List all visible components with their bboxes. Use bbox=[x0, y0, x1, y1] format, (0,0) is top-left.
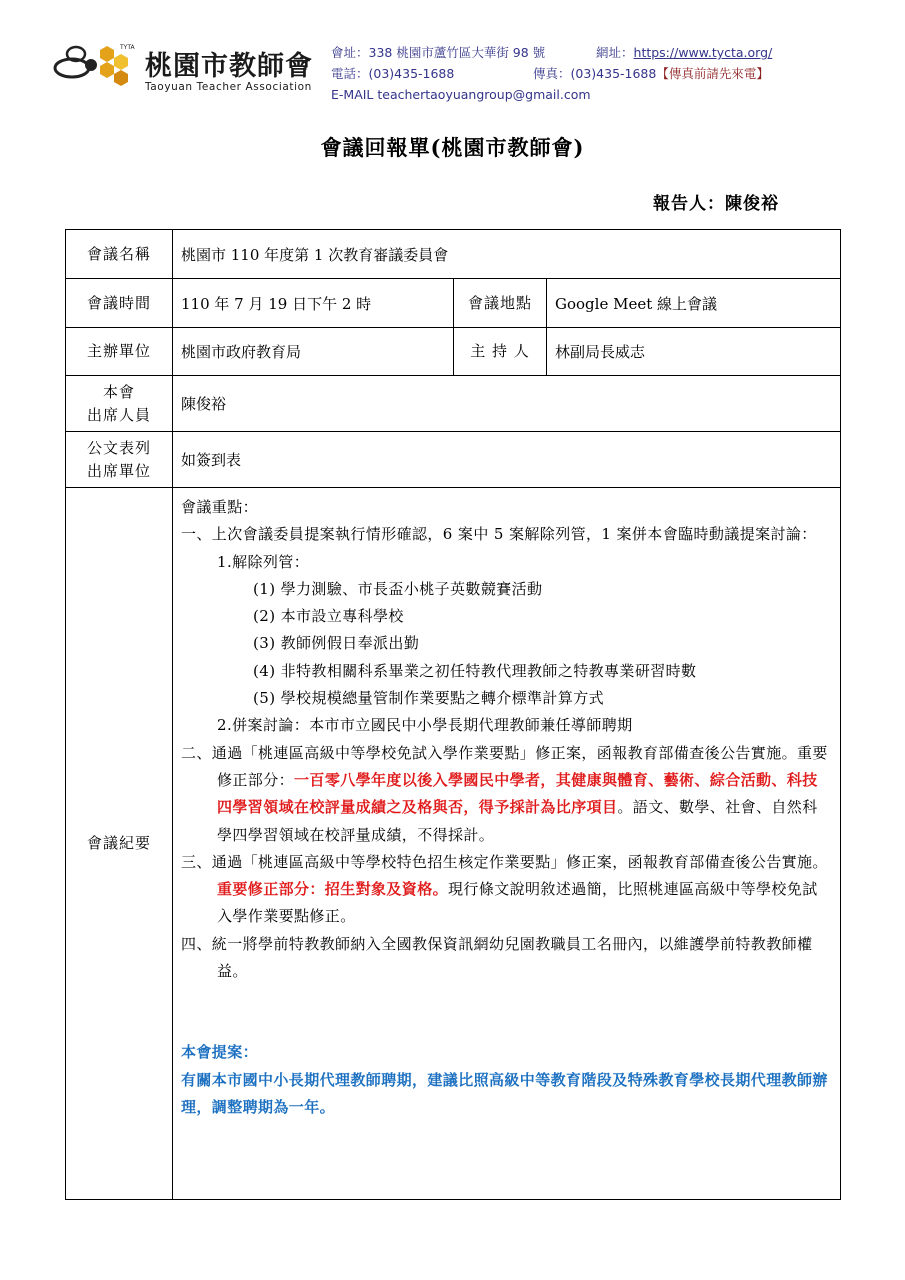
minutes-item-1-sub-1: 1.解除列管： bbox=[217, 552, 310, 571]
attendee-value: 陳俊裕 bbox=[173, 376, 841, 432]
minutes-list-item: (2) 本市設立專科學校 bbox=[253, 607, 404, 626]
proposal-heading: 本會提案： bbox=[181, 1043, 259, 1062]
minutes-body bbox=[173, 488, 841, 1200]
units-label-line2: 出席單位 bbox=[86, 461, 151, 480]
meeting-time-label: 會議時間 bbox=[66, 279, 173, 328]
attendee-label-line2: 出席人員 bbox=[86, 405, 151, 424]
minutes-list-item: (1) 學力測驗、市長盃小桃子英數競賽活動 bbox=[253, 579, 543, 598]
item-3-text-b: 現行條文說明敘述過簡，比照桃連區高級中等學校免試入學作業要點修正。 bbox=[217, 880, 818, 926]
minutes-heading: 會議重點： bbox=[181, 498, 259, 516]
address: 會址：338 桃園市蘆竹區大華街 98 號 bbox=[331, 45, 546, 60]
row-organizer bbox=[66, 328, 841, 376]
meeting-name-label: 會議名稱 bbox=[66, 230, 173, 279]
fax: 傳真：(03)435-1688 bbox=[533, 66, 657, 81]
attendee-label bbox=[66, 376, 173, 432]
website-link[interactable]: https://www.tycta.org/ bbox=[633, 45, 773, 60]
fax-note: 【傳真前請先來電】 bbox=[656, 66, 769, 81]
row-attendee bbox=[66, 376, 841, 432]
contact-block bbox=[331, 42, 773, 105]
meeting-name-value: 桃園市 110 年度第 1 次教育審議委員會 bbox=[173, 230, 841, 279]
email: E-MAIL teachertaoyuangroup@gmail.com bbox=[331, 87, 591, 102]
row-minutes bbox=[66, 488, 841, 1200]
letterhead bbox=[50, 36, 850, 112]
minutes-item-2 bbox=[181, 740, 832, 849]
item-2-emphasis: 一百零八學年度以後入學國民中學者，其健康與體育、藝術、綜合活動、科技四學習領域在校評量成績之及格與否，得予採計為比序項目 bbox=[217, 770, 818, 817]
minutes-item-3 bbox=[181, 849, 832, 931]
host-value: 林副局長威志 bbox=[547, 328, 841, 376]
minutes-item-4: 四、統一將學前特教教師納入全國教保資訊網幼兒園教職員工名冊內，以維護學前特教教師權益。 bbox=[181, 934, 813, 981]
attendee-label-line1: 本會 bbox=[102, 382, 135, 401]
row-meeting-time bbox=[66, 279, 841, 328]
website-label: 網址： bbox=[596, 45, 634, 60]
website-line bbox=[596, 42, 772, 63]
item-3-text-a: 三、通過「桃連區高級中等學校特色招生核定作業要點」修正案，函報教育部備查後公告實施。 bbox=[181, 852, 828, 871]
proposal-text: 有關本市國中小長期代理教師聘期，建議比照高級中等教育階段及特殊教育學校長期代理教師辦理，調整聘期為一年。 bbox=[181, 1070, 828, 1116]
item-2-text-b: 。語文、數學、社會、自然科學四學習領域在校評量成績，不得採計。 bbox=[217, 798, 818, 844]
meeting-place-label: 會議地點 bbox=[454, 279, 547, 328]
reporter: 報告人：陳俊裕 bbox=[653, 194, 779, 214]
minutes-item-1: 一、上次會議委員提案執行情形確認，6 案中 5 案解除列管，1 案併本會臨時動議提案討論： bbox=[181, 525, 817, 544]
minutes-list-item: (3) 教師例假日奉派出勤 bbox=[253, 634, 420, 653]
org-name-en: Taoyuan Teacher Association bbox=[145, 81, 312, 93]
org-name-zh: 桃園市教師會 bbox=[145, 51, 313, 82]
minutes-label: 會議紀要 bbox=[66, 488, 173, 1200]
minutes-item-1-sub-2: 2.併案討論：本市市立國民中小學長期代理教師兼任導師聘期 bbox=[217, 716, 633, 735]
spacer bbox=[181, 985, 832, 1039]
meeting-time-value: 110 年 7 月 19 日下午 2 時 bbox=[173, 279, 454, 328]
document-title: 會議回報單(桃園市教師會) bbox=[320, 135, 585, 160]
minutes-list-item: (5) 學校規模總量管制作業要點之轉介標準計算方式 bbox=[253, 689, 605, 708]
minutes-list-item: (4) 非特教相關科系畢業之初任特教代理教師之特教專業研習時數 bbox=[253, 661, 697, 680]
logo-badge: TYTA bbox=[120, 44, 135, 51]
item-2-text-a: 二、通過「桃連區高級中等學校免試入學作業要點」修正案，函報教育部備查後公告實施。重要修正部分： bbox=[181, 743, 828, 789]
row-meeting-name bbox=[66, 230, 841, 279]
units-label bbox=[66, 432, 173, 488]
organizer-label: 主辦單位 bbox=[66, 328, 173, 376]
bee-honeycomb-logo-icon bbox=[50, 40, 145, 92]
units-label-line1: 公文表列 bbox=[86, 438, 151, 457]
organizer-value: 桃園市政府教育局 bbox=[173, 328, 454, 376]
row-units bbox=[66, 432, 841, 488]
units-value: 如簽到表 bbox=[173, 432, 841, 488]
fax-line bbox=[533, 63, 769, 84]
item-3-emphasis: 重要修正部分：招生對象及資格。 bbox=[217, 880, 449, 899]
host-label: 主 持 人 bbox=[454, 328, 547, 376]
meeting-info-table bbox=[65, 229, 841, 1200]
meeting-place-value: Google Meet 線上會議 bbox=[547, 279, 841, 328]
phone: 電話：(03)435-1688 bbox=[331, 66, 455, 81]
